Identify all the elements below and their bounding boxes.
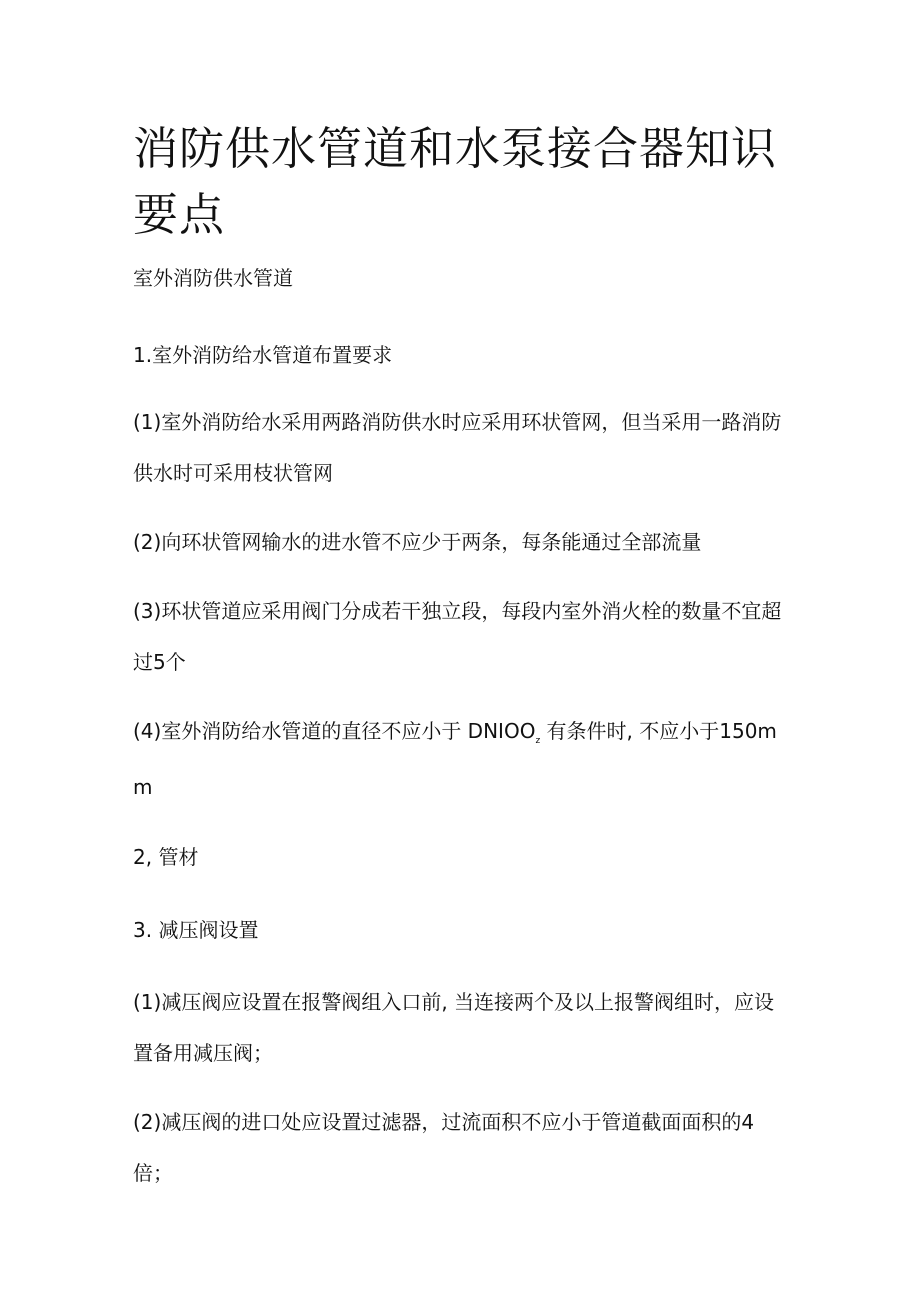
paragraph: (2)向环状管网输水的进水管不应少于两条，每条能通过全部流量 bbox=[133, 530, 702, 554]
subsection-heading: 3. 减压阀设置 bbox=[133, 918, 259, 942]
paragraph: (2)减压阀的进口处应设置过滤器，过流面积不应小于管道截面面积的4倍； bbox=[133, 1110, 755, 1185]
document-title: 消防供水管道和水泵接合器知识要点 bbox=[133, 122, 778, 241]
paragraph: (1)减压阀应设置在报警阀组入口前, 当连接两个及以上报警阀组时，应设置备用减压阀； bbox=[133, 990, 775, 1065]
subscript-text: z bbox=[535, 736, 541, 746]
paragraph-text: (4)室外消防给水管道的直径不应小于 DNIOO bbox=[133, 719, 536, 743]
paragraph-text: 有条件时, 不应小于150mm bbox=[133, 719, 777, 799]
subsection-heading: 1.室外消防给水管道布置要求 bbox=[133, 343, 393, 367]
subsection-heading: 2, 管材 bbox=[133, 845, 199, 869]
paragraph: (3)环状管道应采用阀门分成若干独立段，每段内室外消火栓的数量不宜超过5个 bbox=[133, 599, 782, 674]
paragraph bbox=[133, 706, 793, 813]
paragraph: (1)室外消防给水采用两路消防供水时应采用环状管网，但当采用一路消防供水时可采用枝状管网 bbox=[133, 410, 782, 485]
section-heading: 室外消防供水管道 bbox=[133, 266, 293, 290]
